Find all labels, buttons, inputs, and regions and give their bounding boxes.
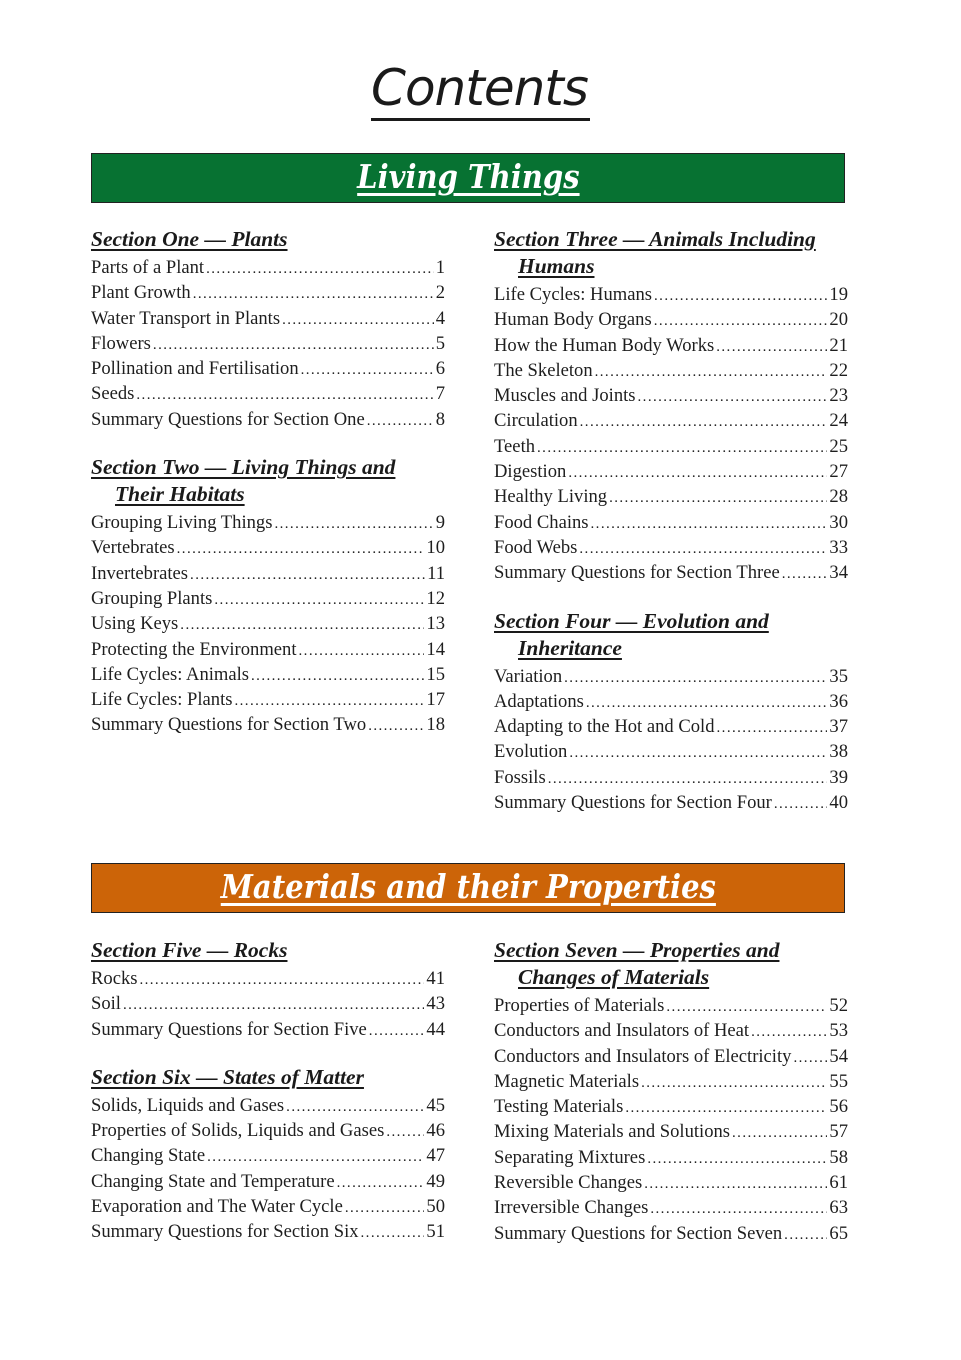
entry-title: Evolution: [494, 741, 568, 763]
toc-entry[interactable]: [494, 1196, 848, 1221]
entry-title: Properties of Solids, Liquids and Gases: [91, 1120, 385, 1142]
toc-entry[interactable]: [494, 1120, 848, 1145]
toc-entry[interactable]: [91, 511, 445, 536]
page-number: 28: [829, 486, 848, 508]
entry-title: Properties of Materials: [494, 995, 665, 1016]
page-number: 1: [435, 257, 445, 278]
dot-leader: [180, 614, 424, 637]
toc-entry[interactable]: [91, 587, 445, 612]
page-number: 6: [435, 358, 445, 380]
page-number: 41: [426, 968, 445, 989]
page-number: 58: [829, 1146, 848, 1168]
entry-title: Using Keys: [91, 613, 179, 635]
toc-entry[interactable]: [91, 663, 445, 688]
entry-title: Testing Materials: [494, 1096, 624, 1118]
toc-entry[interactable]: [494, 384, 848, 409]
dot-leader: [579, 538, 827, 561]
dot-leader: [717, 717, 828, 740]
page-number: 39: [829, 766, 848, 788]
page-number: 9: [435, 512, 445, 534]
toc-entry[interactable]: [494, 1095, 848, 1120]
toc-entry[interactable]: [91, 281, 445, 306]
entry-title: Food Chains: [494, 511, 589, 533]
toc-entry[interactable]: [494, 283, 848, 308]
dot-leader: [367, 410, 434, 433]
toc-entry[interactable]: [91, 408, 445, 433]
section-heading[interactable]: [91, 226, 445, 253]
section-heading-line: Changes of Materials: [518, 965, 710, 989]
page-title: [0, 58, 961, 121]
page-number: 53: [829, 1020, 848, 1042]
entry-title: Digestion: [494, 461, 567, 483]
toc-entry[interactable]: [494, 994, 848, 1019]
dot-leader: [136, 384, 433, 407]
entry-title: Pollination and Fertilisation: [91, 358, 299, 380]
section-heading-line: Inheritance: [518, 635, 622, 660]
section-heading[interactable]: [91, 454, 445, 508]
page-number: 15: [426, 663, 445, 685]
entry-title: Rocks: [91, 968, 138, 989]
dot-leader: [286, 1096, 424, 1119]
page-number: 25: [829, 435, 848, 457]
entry-title: Grouping Living Things: [91, 512, 273, 534]
dot-leader: [274, 513, 433, 536]
dot-leader: [654, 310, 828, 333]
page-number: 2: [435, 282, 445, 304]
section-heading-line: Their Habitats: [115, 482, 245, 507]
toc-entry[interactable]: [494, 460, 848, 485]
entry-title: Reversible Changes: [494, 1172, 643, 1194]
dot-leader: [568, 462, 827, 485]
toc-section: [91, 454, 445, 739]
toc-column-left: [91, 226, 445, 760]
dot-leader: [644, 1173, 827, 1196]
entry-title: Separating Mixtures: [494, 1146, 646, 1168]
entry-title: Flowers: [91, 332, 151, 354]
dot-leader: [537, 437, 827, 460]
toc-entry[interactable]: [91, 1094, 445, 1119]
page-number: 54: [829, 1045, 848, 1067]
entry-title: How the Human Body Works: [494, 334, 715, 356]
page-number: 12: [426, 587, 445, 609]
toc-entry[interactable]: [91, 638, 445, 663]
dot-leader: [361, 1222, 425, 1245]
entry-title: Mixing Materials and Solutions: [494, 1121, 731, 1143]
page-number: 49: [426, 1170, 445, 1192]
section-heading[interactable]: [494, 226, 848, 280]
section-heading-line: Section Four — Evolution and: [494, 608, 769, 633]
toc-entry[interactable]: [91, 562, 445, 587]
toc-entry[interactable]: [91, 1119, 445, 1144]
entry-title: Irreversible Changes: [494, 1197, 649, 1219]
toc-section: [494, 608, 848, 817]
page-number: 34: [829, 562, 848, 584]
toc-entry[interactable]: [494, 1019, 848, 1044]
page-number: 47: [426, 1145, 445, 1167]
page-number: 4: [435, 307, 445, 329]
entry-title: Soil: [91, 993, 121, 1015]
part-banner-title: Materials and their Properties: [220, 867, 716, 906]
entry-title: Vertebrates: [91, 537, 175, 559]
entry-title: Summary Questions for Section Six: [91, 1221, 359, 1243]
entry-title: Adapting to the Hot and Cold: [494, 716, 715, 738]
page-number: 33: [829, 536, 848, 558]
entry-title: Conductors and Insulators of Electricity: [494, 1045, 792, 1067]
page-number: 19: [829, 284, 848, 305]
section-heading[interactable]: [494, 608, 848, 662]
page-number: 44: [426, 1018, 445, 1040]
toc-section: [91, 937, 445, 1043]
toc-entry[interactable]: [91, 536, 445, 561]
entry-title: Plant Growth: [91, 282, 191, 304]
page-number: 5: [435, 332, 445, 354]
section-heading-line: Humans: [518, 254, 595, 278]
page-number: 51: [426, 1221, 445, 1243]
entry-title: Adaptations: [494, 690, 584, 712]
entry-title: Magnetic Materials: [494, 1070, 640, 1092]
dot-leader: [193, 283, 434, 306]
page-number: 50: [426, 1196, 445, 1218]
toc-entry[interactable]: [494, 715, 848, 740]
entry-title: Conductors and Insulators of Heat: [494, 1020, 750, 1042]
toc-entry[interactable]: [91, 1220, 445, 1245]
dot-leader: [654, 285, 827, 308]
dot-leader: [716, 336, 827, 359]
page-number: 14: [426, 638, 445, 660]
dot-leader: [586, 692, 828, 715]
toc-entry[interactable]: [91, 713, 445, 738]
page-number: 52: [829, 995, 848, 1016]
page-number: 10: [426, 537, 445, 559]
page-number: 36: [829, 690, 848, 712]
toc-entry[interactable]: [91, 1144, 445, 1169]
page-number: 35: [829, 665, 848, 687]
toc-entry[interactable]: [494, 435, 848, 460]
toc-entry[interactable]: [91, 307, 445, 332]
entry-title: The Skeleton: [494, 359, 593, 381]
entry-title: Summary Questions for Section Two: [91, 714, 367, 736]
dot-leader: [647, 1148, 827, 1171]
entry-title: Life Cycles: Animals: [91, 663, 250, 685]
entry-title: Parts of a Plant: [91, 257, 205, 278]
dot-leader: [177, 538, 425, 561]
page-number: 27: [829, 461, 848, 483]
page-number: 55: [829, 1070, 848, 1092]
toc-column-left: [91, 937, 445, 1267]
dot-leader: [641, 1072, 827, 1095]
section-heading-line: Section One — Plants: [91, 227, 288, 251]
page-number: 45: [426, 1094, 445, 1116]
entry-title: Life Cycles: Humans: [494, 284, 653, 305]
dot-leader: [774, 793, 828, 816]
part-banner-materials: [91, 863, 845, 913]
entry-title: Summary Questions for Section Five: [91, 1018, 367, 1040]
dot-leader: [251, 665, 424, 688]
dot-leader: [751, 1021, 827, 1044]
page-number: 18: [426, 714, 445, 736]
entry-title: Summary Questions for Section Three: [494, 562, 780, 584]
section-heading[interactable]: [494, 937, 848, 991]
dot-leader: [580, 411, 828, 434]
page-number: 43: [426, 993, 445, 1015]
dot-leader: [564, 667, 827, 690]
toc-entry[interactable]: [494, 561, 848, 586]
dot-leader: [591, 513, 828, 536]
page-number: 63: [829, 1197, 848, 1219]
dot-leader: [782, 563, 828, 586]
dot-leader: [282, 309, 434, 332]
dot-leader: [190, 564, 425, 587]
page-number: 37: [829, 716, 848, 738]
toc-column-right: [494, 226, 848, 837]
toc-entry[interactable]: [494, 766, 848, 791]
section-heading[interactable]: [91, 937, 445, 964]
section-heading-line: Section Seven — Properties and: [494, 938, 780, 962]
section-heading[interactable]: [91, 1064, 445, 1091]
page-title-text: Contents: [371, 58, 590, 121]
entry-title: Summary Questions for Section Four: [494, 792, 772, 814]
section-heading-line: Section Six — States of Matter: [91, 1064, 364, 1089]
dot-leader: [235, 690, 425, 713]
toc-entry[interactable]: [494, 1222, 848, 1247]
entry-title: Food Webs: [494, 536, 578, 558]
entry-title: Summary Questions for Section One: [91, 408, 365, 430]
dot-leader: [386, 1121, 424, 1144]
dot-leader: [299, 640, 425, 663]
toc-entry[interactable]: [91, 967, 445, 992]
toc-entry[interactable]: [494, 359, 848, 384]
dot-leader: [732, 1122, 827, 1145]
entry-title: Variation: [494, 665, 563, 687]
toc-entry[interactable]: [91, 1170, 445, 1195]
entry-title: Healthy Living: [494, 486, 608, 508]
toc-section: [494, 937, 848, 1247]
dot-leader: [123, 994, 424, 1017]
page-number: 13: [426, 613, 445, 635]
page-number: 20: [829, 309, 848, 331]
page-number: 46: [426, 1120, 445, 1142]
entry-title: Fossils: [494, 766, 546, 788]
toc-entry[interactable]: [494, 308, 848, 333]
toc-section: [91, 226, 445, 433]
toc-entry[interactable]: [91, 992, 445, 1017]
page-number: 65: [829, 1222, 848, 1244]
page-number: 21: [829, 334, 848, 356]
page-number: 24: [829, 410, 848, 432]
toc-entry[interactable]: [494, 334, 848, 359]
dot-leader: [214, 589, 424, 612]
toc-entry[interactable]: [91, 357, 445, 382]
toc-entry[interactable]: [91, 1195, 445, 1220]
toc-entry[interactable]: [494, 740, 848, 765]
toc-entry[interactable]: [91, 256, 445, 281]
toc-entry[interactable]: [494, 665, 848, 690]
toc-entry[interactable]: [91, 1018, 445, 1043]
toc-entry[interactable]: [494, 690, 848, 715]
toc-entry[interactable]: [494, 485, 848, 510]
page-number: 23: [829, 385, 848, 407]
section-heading-line: Section Five — Rocks: [91, 938, 288, 962]
page-number: 56: [829, 1096, 848, 1118]
entry-title: Changing State and Temperature: [91, 1170, 335, 1192]
page-number: 61: [829, 1172, 848, 1194]
entry-title: Teeth: [494, 435, 536, 457]
toc-entry[interactable]: [494, 409, 848, 434]
part-banner-living-things: [91, 153, 845, 203]
dot-leader: [784, 1224, 827, 1247]
page-number: 30: [829, 511, 848, 533]
entry-title: Evaporation and The Water Cycle: [91, 1196, 343, 1218]
toc-entry[interactable]: [91, 612, 445, 637]
page-number: 57: [829, 1121, 848, 1143]
dot-leader: [625, 1097, 827, 1120]
entry-title: Muscles and Joints: [494, 385, 636, 407]
dot-leader: [793, 1047, 827, 1070]
entry-title: Seeds: [91, 383, 135, 405]
section-heading-line: Section Two — Living Things and: [91, 455, 396, 480]
dot-leader: [650, 1198, 827, 1221]
entry-title: Changing State: [91, 1145, 206, 1167]
dot-leader: [609, 487, 827, 510]
entry-title: Human Body Organs: [494, 309, 652, 331]
dot-leader: [666, 996, 827, 1019]
entry-title: Protecting the Environment: [91, 638, 297, 660]
page-number: 22: [829, 359, 848, 381]
dot-leader: [301, 359, 434, 382]
page-number: 8: [435, 408, 445, 430]
entry-title: Life Cycles: Plants: [91, 689, 233, 711]
toc-entry[interactable]: [91, 332, 445, 357]
toc-entry[interactable]: [494, 1070, 848, 1095]
entry-title: Solids, Liquids and Gases: [91, 1094, 285, 1116]
dot-leader: [153, 334, 434, 357]
page-number: 11: [427, 562, 445, 584]
page-number: 17: [426, 689, 445, 711]
dot-leader: [368, 715, 424, 738]
toc-column-right: [494, 937, 848, 1268]
entry-title: Circulation: [494, 410, 578, 432]
toc-section: [494, 226, 848, 587]
toc-entry[interactable]: [494, 791, 848, 816]
dot-leader: [548, 768, 828, 791]
toc-entry[interactable]: [91, 688, 445, 713]
dot-leader: [206, 258, 434, 281]
entry-title: Summary Questions for Section Seven: [494, 1222, 783, 1244]
dot-leader: [139, 969, 424, 992]
dot-leader: [569, 742, 827, 765]
dot-leader: [369, 1020, 425, 1043]
dot-leader: [337, 1172, 425, 1195]
entry-title: Grouping Plants: [91, 587, 213, 609]
toc-section: [91, 1064, 445, 1246]
page-number: 40: [829, 792, 848, 814]
dot-leader: [638, 386, 828, 409]
page-number: 7: [435, 383, 445, 405]
toc-entry[interactable]: [91, 382, 445, 407]
toc-entry[interactable]: [494, 536, 848, 561]
dot-leader: [207, 1146, 424, 1169]
entry-title: Water Transport in Plants: [91, 307, 281, 329]
toc-entry[interactable]: [494, 1146, 848, 1171]
part-banner-title: Living Things: [356, 157, 580, 196]
toc-entry[interactable]: [494, 1171, 848, 1196]
toc-entry[interactable]: [494, 1045, 848, 1070]
entry-title: Invertebrates: [91, 562, 189, 584]
dot-leader: [345, 1197, 425, 1220]
section-heading-line: Section Three — Animals Including: [494, 227, 816, 251]
toc-entry[interactable]: [494, 511, 848, 536]
dot-leader: [595, 361, 828, 384]
page-number: 38: [829, 741, 848, 763]
